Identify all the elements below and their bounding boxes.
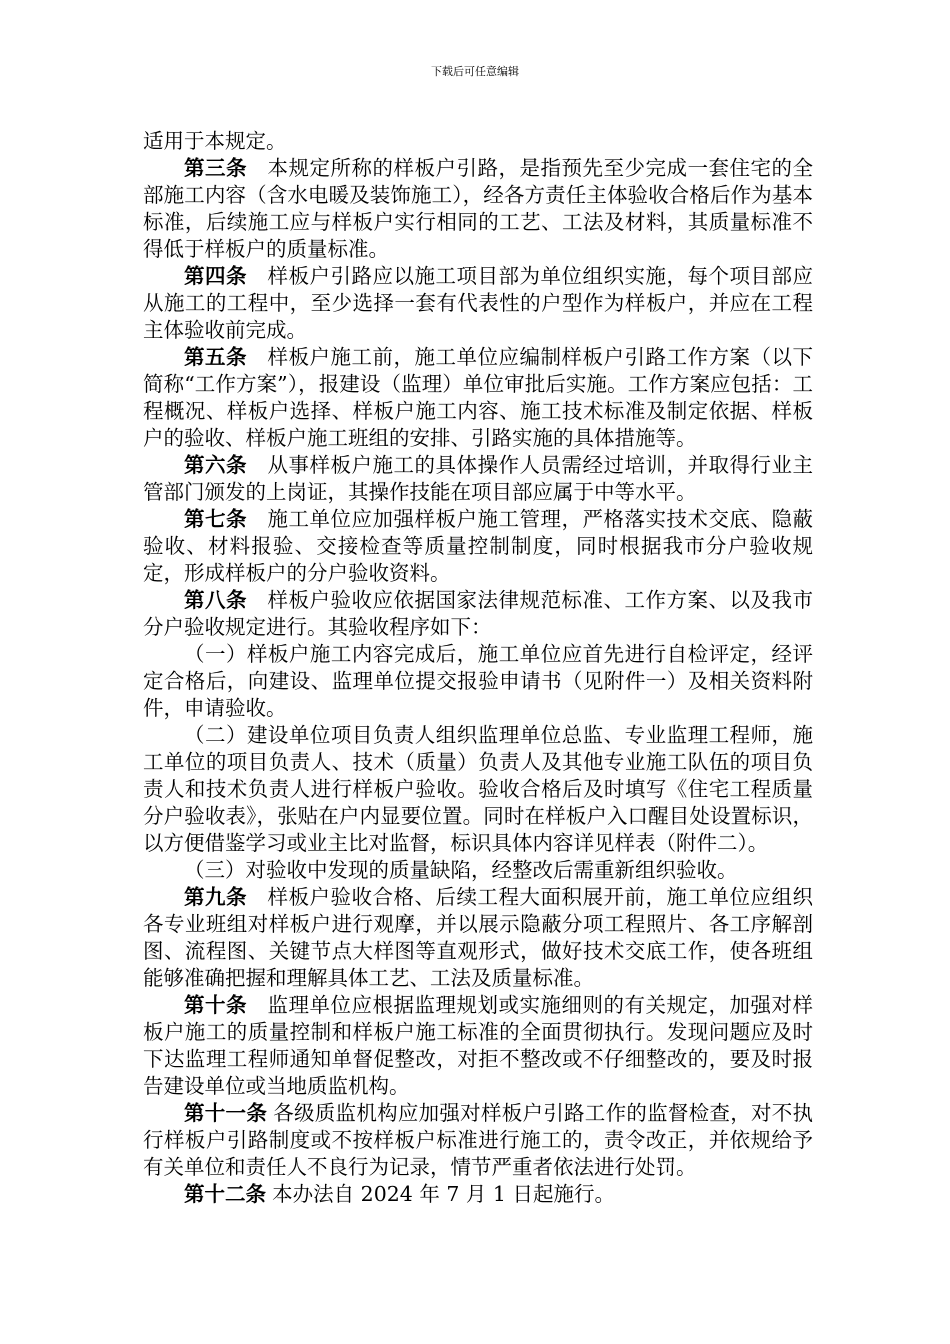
paragraph-text: 适用于本规定。 bbox=[143, 129, 287, 153]
article-10 bbox=[143, 992, 813, 1100]
procedure-text: （二）建设单位项目负责人组织监理单位总监、专业监理工程师，施工单位的项目负责人、技术（质量）负责人及其他专业施工队伍的项目负责人和技术负责人进行样板户验收。验收合格后及时填写《住宅工程质量分户验收表》，张贴在户内显要位置。同时在样板户入口醒目处设置标识，以方便借鉴学习或业主比对监督，标识具体内容详见样表（附件二）。 bbox=[143, 723, 813, 855]
article-3 bbox=[143, 155, 813, 263]
article-5 bbox=[143, 344, 813, 452]
article-7 bbox=[143, 506, 813, 587]
article-text: 本规定所称的样板户引路，是指预先至少完成一套住宅的全部施工内容（含水电暖及装饰施工），经各方责任主体验收合格后作为基本标准，后续施工应与样板户实行相同的工艺、工法及材料，其质量标准不得低于样板户的质量标准。 bbox=[143, 156, 813, 261]
article-text: 监理单位应根据监理规划或实施细则的有关规定，加强对样板户施工的质量控制和样板户施工标准的全面贯彻执行。发现问题应及时下达监理工程师通知单督促整改，对拒不整改或不仔细整改的，要及时报告建设单位或当地质监机构。 bbox=[143, 993, 813, 1098]
article-6 bbox=[143, 452, 813, 506]
article-12 bbox=[143, 1181, 813, 1208]
article-11 bbox=[143, 1100, 813, 1181]
article-text: 样板户验收应依据国家法律规范标准、工作方案、以及我市分户验收规定进行。其验收程序如下： bbox=[143, 588, 813, 639]
article-label: 第十一条 bbox=[184, 1101, 268, 1125]
article-8 bbox=[143, 587, 813, 641]
article-label: 第五条 bbox=[184, 345, 247, 369]
procedure-item-1 bbox=[143, 641, 813, 722]
page-header: 下载后可任意编辑 bbox=[431, 65, 519, 78]
article-text: 样板户施工前，施工单位应编制样板户引路工作方案（以下简称“工作方案”），报建设（监理）单位审批后实施。工作方案应包括：工程概况、样板户选择、样板户施工内容、施工技术标准及制定依据、样板户的验收、样板户施工班组的安排、引路实施的具体措施等。 bbox=[143, 345, 813, 450]
procedure-item-2 bbox=[143, 722, 813, 857]
article-9 bbox=[143, 884, 813, 992]
procedure-text: （三）对验收中发现的质量缺陷，经整改后需重新组织验收。 bbox=[184, 858, 738, 882]
article-text: 样板户验收合格、后续工程大面积展开前，施工单位应组织各专业班组对样板户进行观摩，并以展示隐蔽分项工程照片、各工序解剖图、流程图、关键节点大样图等直观形式，做好技术交底工作，使各班组能够准确把握和理解具体工艺、工法及质量标准。 bbox=[143, 885, 813, 990]
article-4 bbox=[143, 263, 813, 344]
article-label: 第九条 bbox=[184, 885, 247, 909]
article-label: 第十条 bbox=[184, 993, 247, 1017]
article-label: 第四条 bbox=[184, 264, 247, 288]
article-text: 各级质监机构应加强对样板户引路工作的监督检查，对不执行样板户引路制度或不按样板户标准进行施工的，责令改正，并依规给予有关单位和责任人不良行为记录，情节严重者依法进行处罚。 bbox=[143, 1101, 814, 1179]
article-label: 第八条 bbox=[184, 588, 247, 612]
paragraph-continuation bbox=[143, 128, 813, 155]
article-label: 第十二条 bbox=[184, 1182, 266, 1206]
article-text: 样板户引路应以施工项目部为单位组织实施，每个项目部应从施工的工程中，至少选择一套有代表性的户型作为样板户，并应在工程主体验收前完成。 bbox=[143, 264, 813, 342]
article-text: 本办法自 2024 年 7 月 1 日起施行。 bbox=[272, 1182, 615, 1206]
article-label: 第六条 bbox=[184, 453, 247, 477]
article-label: 第三条 bbox=[184, 156, 247, 180]
article-label: 第七条 bbox=[184, 507, 247, 531]
article-text: 从事样板户施工的具体操作人员需经过培训，并取得行业主管部门颁发的上岗证，其操作技能在项目部应属于中等水平。 bbox=[143, 453, 813, 504]
article-text: 施工单位应加强样板户施工管理，严格落实技术交底、隐蔽验收、材料报验、交接检查等质量控制制度，同时根据我市分户验收规定，形成样板户的分户验收资料。 bbox=[143, 507, 813, 585]
procedure-text: （一）样板户施工内容完成后，施工单位应首先进行自检评定，经评定合格后，向建设、监理单位提交报验申请书（见附件一）及相关资料附件，申请验收。 bbox=[143, 642, 813, 720]
document-body bbox=[143, 128, 813, 1208]
procedure-item-3 bbox=[143, 857, 813, 884]
